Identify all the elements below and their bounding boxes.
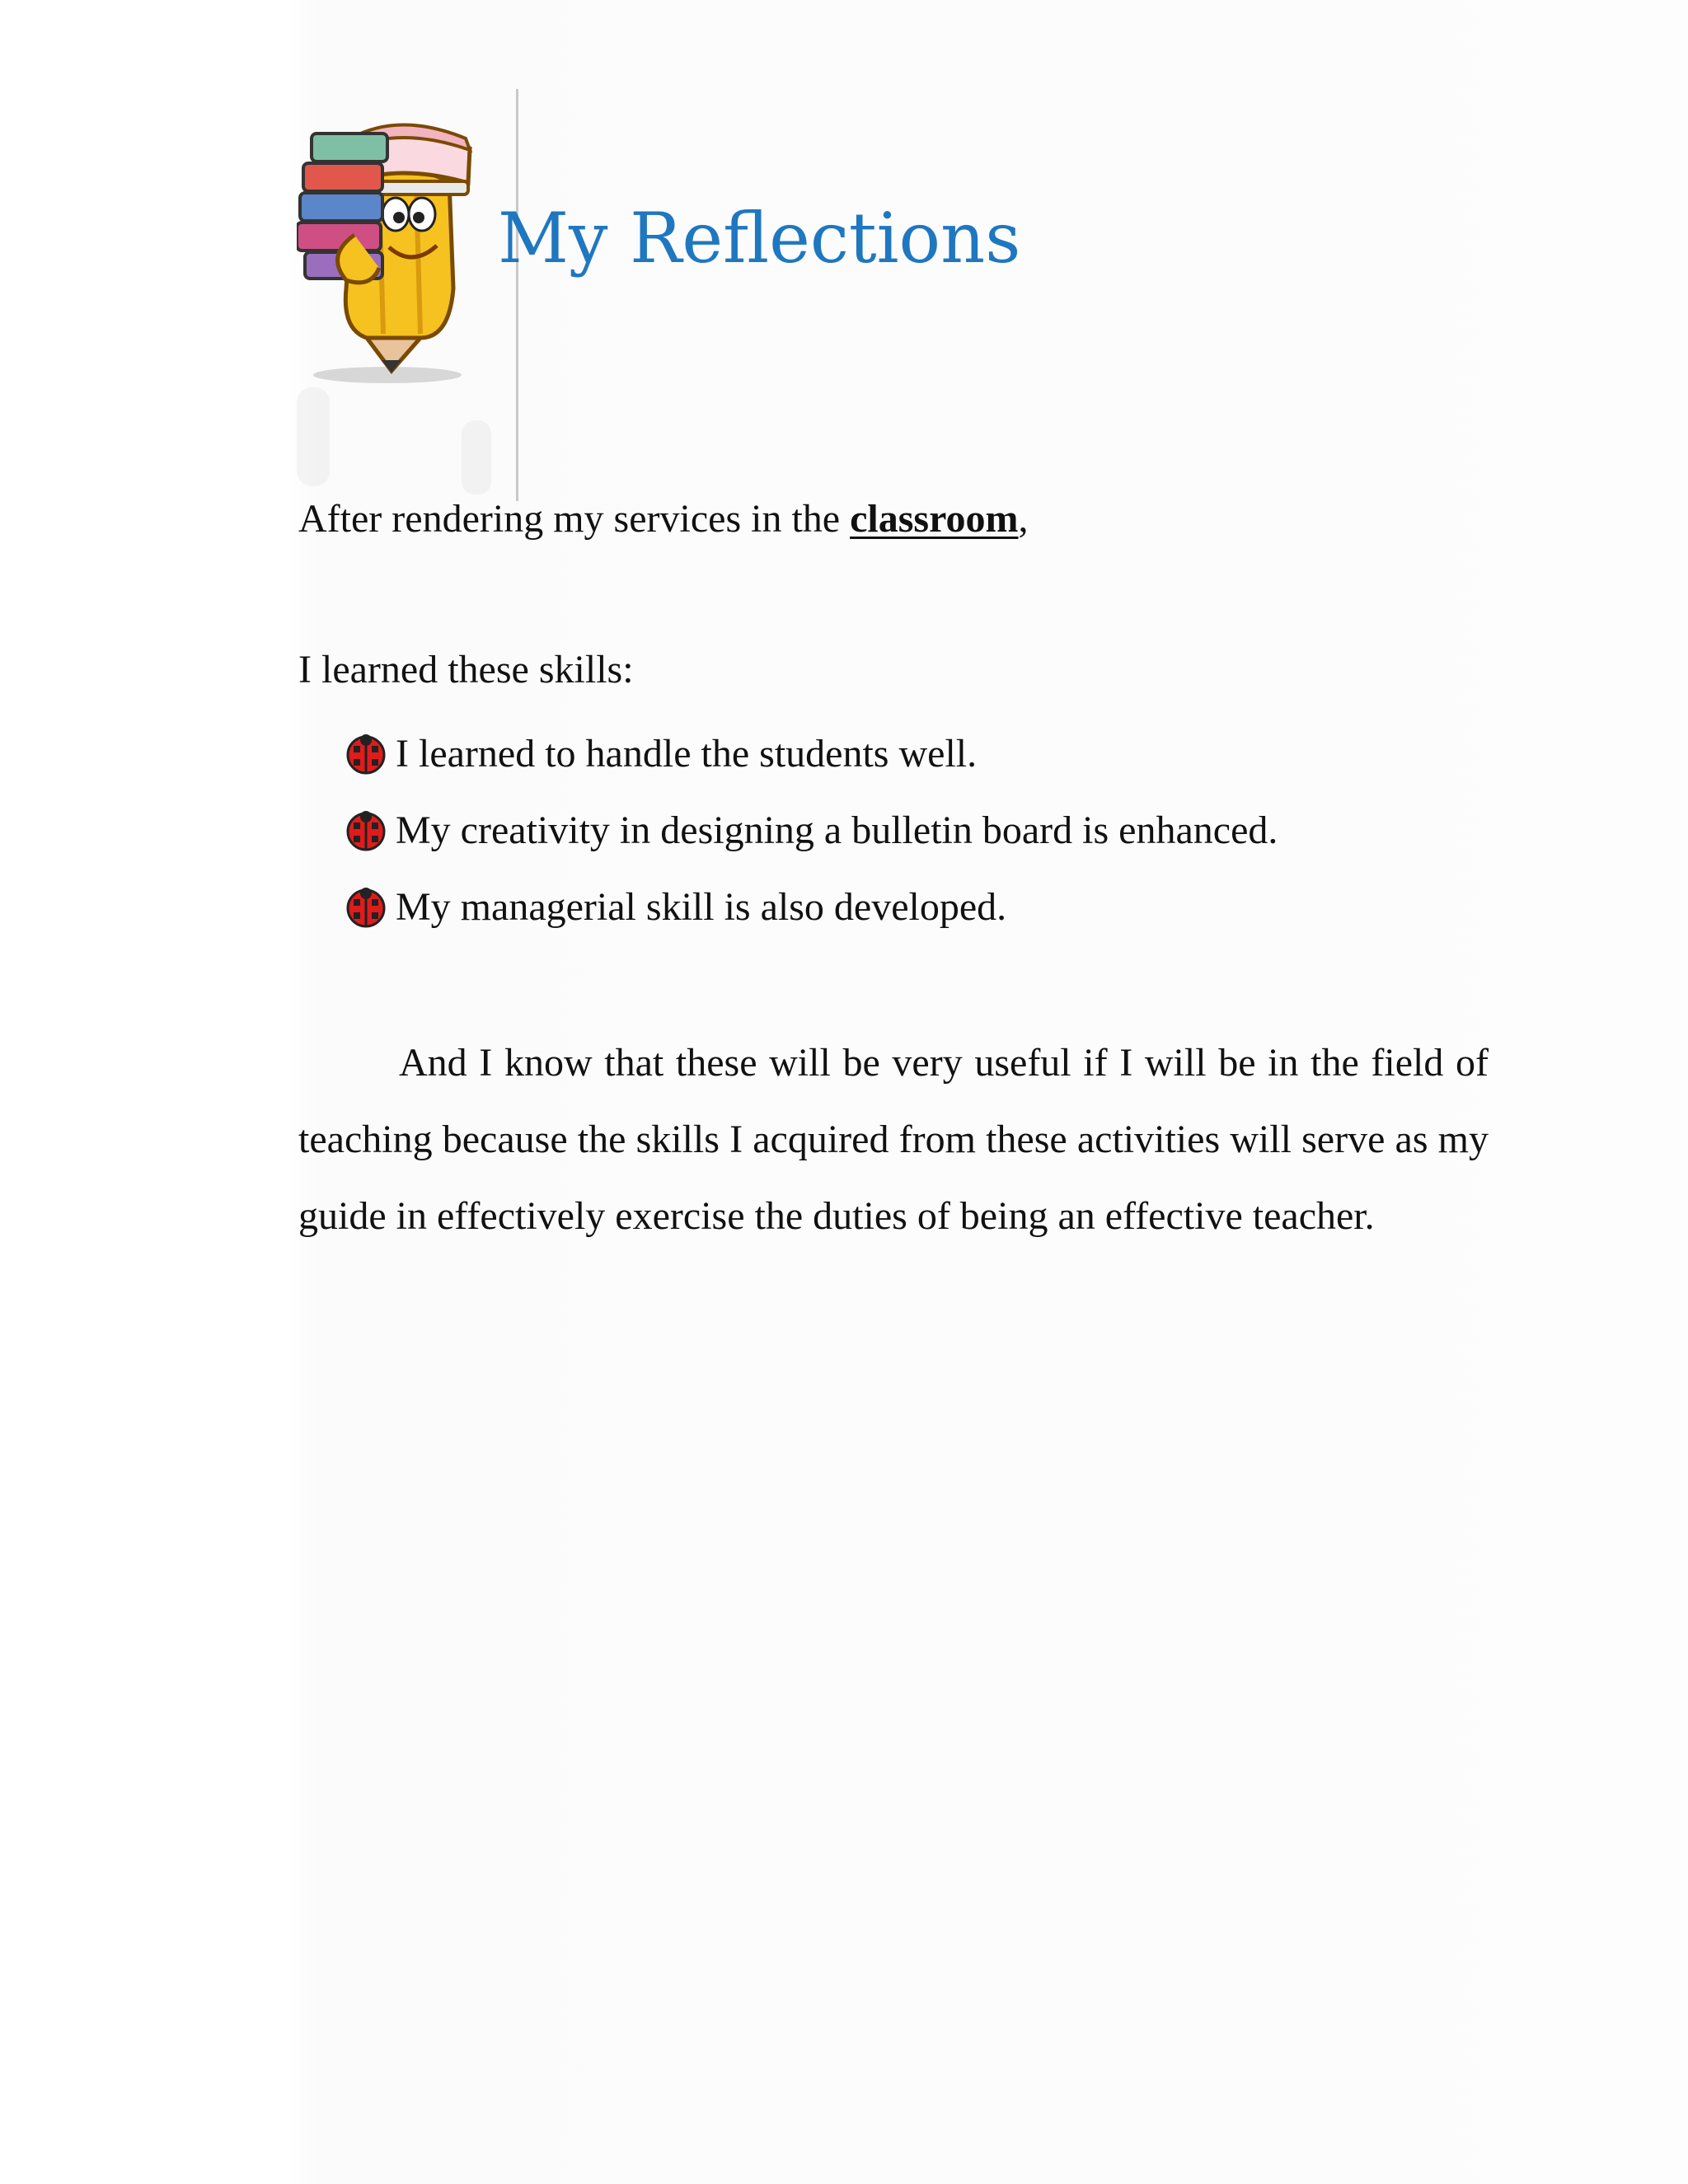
intro-keyword: classroom	[850, 497, 1019, 541]
conclusion-paragraph: And I know that these will be very useful if I will be in the field of teaching because the skills I acquired from these activities will serve as my guide in effectively exercise the duties of being an effective teacher.	[298, 1041, 1489, 1238]
skills-lead-text: I learned these skills:	[298, 648, 634, 691]
skill-text: My managerial skill is also developed.	[396, 885, 1007, 929]
ladybug-bullet-icon	[345, 733, 387, 776]
skill-item	[345, 715, 1278, 792]
skill-text: I learned to handle the students well.	[396, 732, 978, 776]
skill-item	[345, 869, 1278, 945]
skill-text: My creativity in designing a bulletin board is enhanced.	[396, 808, 1278, 852]
ladybug-bullet-icon	[345, 886, 387, 929]
header-divider-line	[516, 89, 518, 501]
ladybug-bullet-icon	[345, 809, 387, 852]
page-title: My Reflections	[498, 198, 1021, 279]
intro-text: After rendering my services in the	[298, 497, 851, 541]
skill-item	[345, 792, 1278, 869]
skills-list	[345, 715, 1278, 945]
intro-line	[298, 494, 1029, 544]
intro-punctuation: ,	[1018, 497, 1029, 541]
pencil-mascot-image	[297, 91, 513, 503]
